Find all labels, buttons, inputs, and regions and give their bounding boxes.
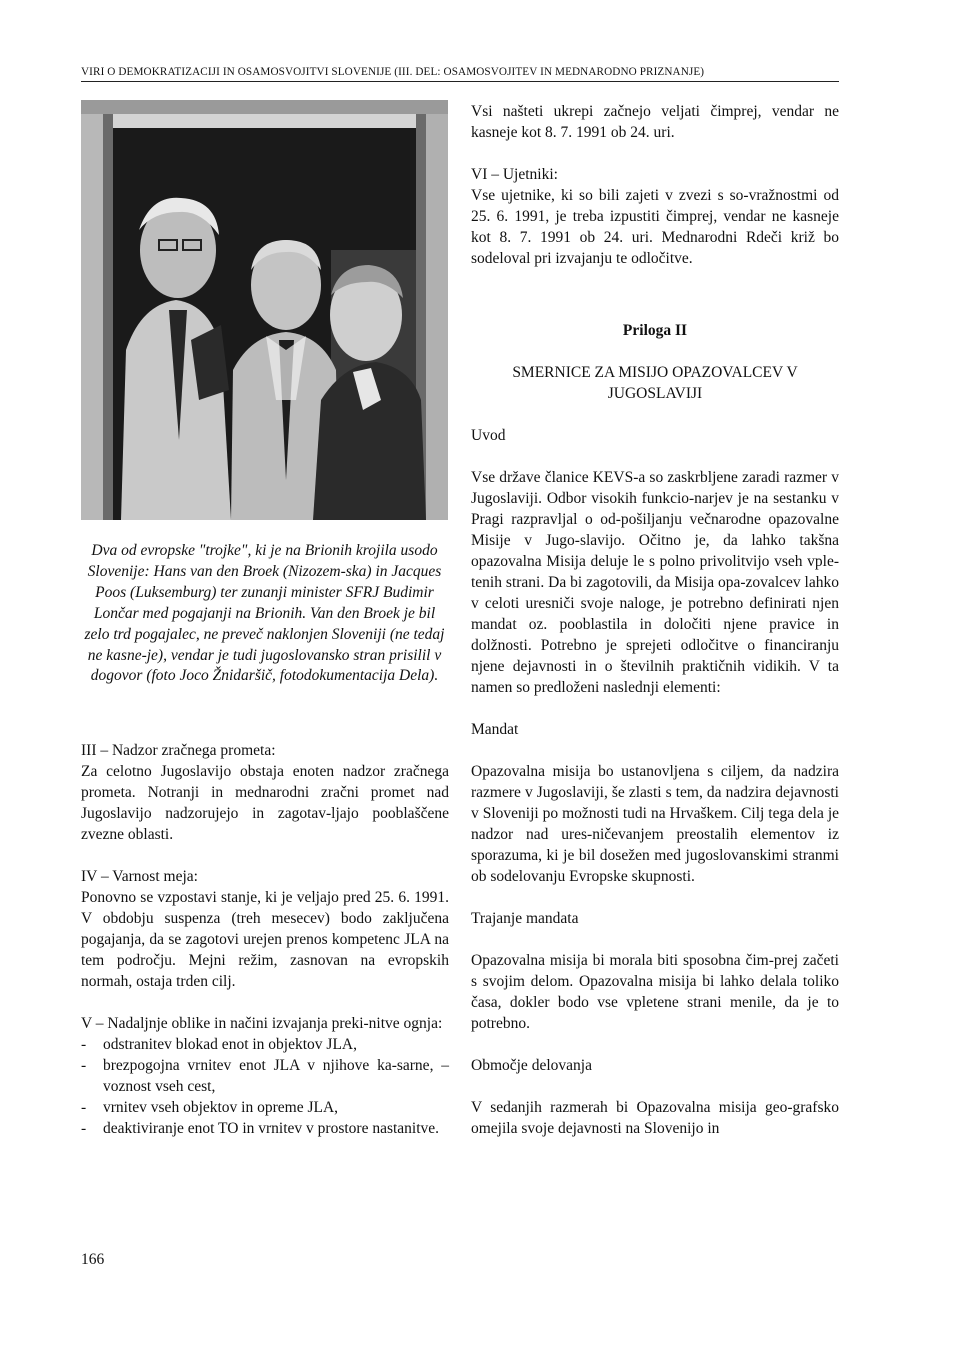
list-item: - odstranitev blokad enot in objektov JLA, [81,1036,357,1053]
section-iv-body: Ponovno se vzpostavi stanje, ki je veljajo pred 25. 6. 1991. V obdobju suspenza (treh mesecev) bodo zaključena pogajanja, da se zagotovi urejen prenos kompetenc JLA na tem področju. Mejni režim, zasnovan na evropskih normah, ostaja trden cilj. [81,889,449,990]
list-item: - deaktiviranje enot TO in vrnitev v prostore nastanitve. [81,1120,440,1137]
section-v-title: V – Nadaljnje oblike in načini izvajanja preki-nitve ognja: [81,1015,443,1032]
annex-title-line-2: JUGOSLAVIJI [607,385,703,402]
paragraph-duration: Opazovalna misija bi morala biti sposobna čim-prej začeti s svojim delom. Opazovalna misija bi lahko delala toliko časa, dokler bodo vse vpletene strani menile, da je to potrebno. [471,952,839,1032]
section-iii-title: III – Nadzor zračnega prometa: [81,742,276,759]
heading-duration: Trajanje mandata [471,910,579,927]
section-iv-title: IV – Varnost meja: [81,868,198,885]
photograph [81,100,448,520]
list-item: - brezpogojna vrnitev enot JLA v njihove ka-sarne, – voznost vseh cest, [81,1057,449,1095]
paragraph-intro: Vse države članice KEVS-a so zaskrbljene zaradi razmer v Jugoslaviji. Odbor visokih funkcio-narjev je na sestanku v Pragi razpravljal o od-pošiljanju večnarodne opazovalne Misije v Jugo-slavijo. Očitno je, da lahko takšna opazovalna Misija deluje le s polno privolitvijo vseh vple-tenih strani. Da bi zagotovili, da Misija opa-zovalcev lahko v celoti uresniči svoje naloge, je potrebno definirati njen mandat oz. pooblastila in določiti njene pravice in dolžnosti. Potrebno je sprejeti odločitve o financiranju njene dejavnosti in o številnih praktičnih vidikih. V ta namen so predloženi naslednji elementi: [471,469,839,696]
annex-title-line-1: SMERNICE ZA MISIJO OPAZOVALCEV V [512,364,798,381]
heading-mandate: Mandat [471,721,519,738]
page-number: 166 [81,1251,105,1268]
right-column [471,101,839,1139]
section-vi-body: Vse ujetnike, ki so bili zajeti v zvezi s so-vražnostmi od 25. 6. 1991, je treba izpustiti čimprej, vendar ne kasneje kot 8. 7. 1991 ob 24. uri. Mednarodni Rdeči križ bo sodeloval pri izvajanju te odločitve. [471,187,839,267]
heading-intro: Uvod [471,427,506,444]
paragraph-mandate: Opazovalna misija bo ustanovljena s ciljem, da nadzira razmere v Jugoslaviji, še zlasti s tem, da nadzira dejavnosti v Sloveniji po možnosti tudi na Hrvaškem. Cilj tega dela je nadzor nad ures-ničevanjem preostalih elementov iz sporazuma, ki je bil dosežen med jugoslovanskimi stranmi ob sodelovanju Evropske skupnosti. [471,763,839,885]
section-iii-body: Za celotno Jugoslavijo obstaja enoten nadzor zračnega prometa. Notranji in mednarodni zračni promet nad Jugoslavijo nadzorujejo in zagotav-ljajo pooblaščene zvezne oblasti. [81,763,449,843]
photo-caption: Dva od evropske "trojke", ki je na Brionih krojila usodo Slovenije: Hans van den Broek (Nizozem-ska) in Jacques Poos (Luksemburg) ter zunanji minister SFRJ Budimir Lončar med pogajanji na Brionih. Van den Broek je bil zelo trd pogajalec, ne preveč naklonjen Sloveniji (ne tedaj ne kasne-je), vendar je tudi jugoslovansko stran prisilil v dogovor (foto Joco Žnidaršič, fotodokumentacija Dela). [84,542,445,685]
section-vi-title: VI – Ujetniki: [471,166,558,183]
section-v-end: Vsi našteti ukrepi začnejo veljati čimprej, vendar ne kasneje kot 8. 7. 1991 ob 24. uri. [471,103,839,141]
annex-label: Priloga II [622,322,688,339]
list-item: - vrnitev vseh objektov in opreme JLA, [81,1099,339,1116]
paragraph-area: V sedanjih razmerah bi Opazovalna misija geo-grafsko omejila svoje dejavnosti na Slovenijo in [471,1099,839,1137]
left-column [81,740,449,1139]
heading-area: Območje delovanja [471,1057,592,1074]
running-header: VIRI O DEMOKRATIZACIJI IN OSAMOSVOJITVI SLOVENIJE (III. DEL: OSAMOSVOJITEV IN MEDNARODNO PRIZNANJE) [81,66,839,82]
photograph-illustration [81,100,448,520]
